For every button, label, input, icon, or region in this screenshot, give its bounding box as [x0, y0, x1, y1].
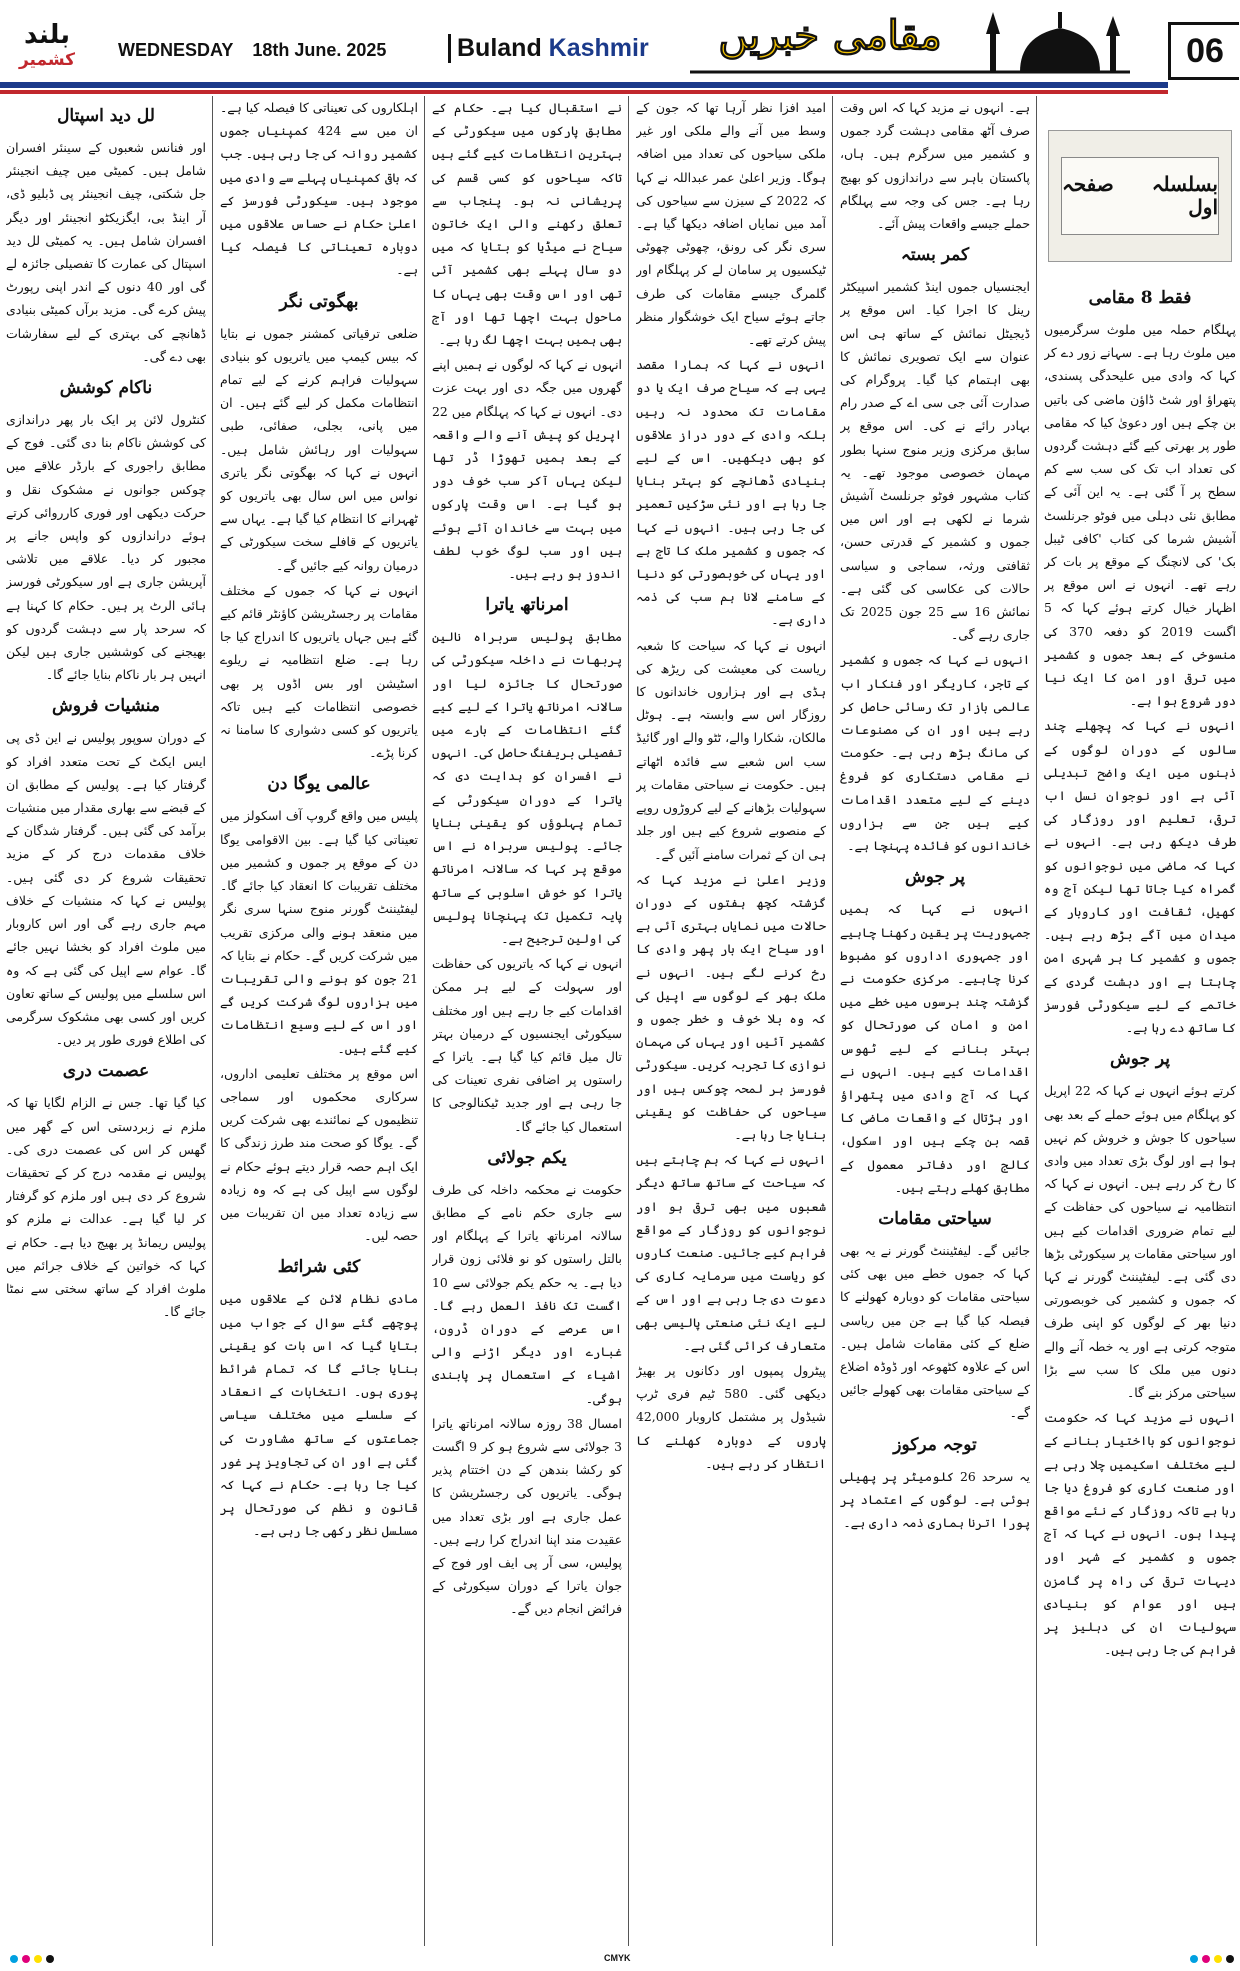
- headline: لل دید اسپتال: [57, 106, 155, 126]
- paragraph: اہلکاروں کی تعیناتی کا فیصلہ کیا ہے۔ ان میں سے 424 کمپنیاں جموں کشمیر روانہ کی جا رہی ہیں۔ جب کہ باقی کمپنیاں پہلے سے وادی میں موجود ہیں۔ سیکورٹی فورسز کے اعلیٰ حکام نے حساس علاقوں میں دوبارہ تعیناتی کا فیصلہ کیا ہے۔: [220, 100, 418, 278]
- registration-mark-icon: [1190, 1955, 1198, 1963]
- headline: کئی شرائط: [277, 1257, 361, 1278]
- paragraph: کنٹرول لائن پر ایک بار پھر دراندازی کی کوشش ناکام بنا دی گئی۔ فوج کے مطابق راجوری کے بارڈر علاقے میں چوکس جوانوں نے مشکوک نقل و حرکت دیکھی اور فوری کارروائی کرتے ہوئے دراندازوں کو واپس جانے پر مجبور کر دیا۔ علاقے میں تلاشی آپریشن جاری ہے اور سیکورٹی فورسز ہائی الرٹ پر ہیں۔ حکام کا کہنا ہے کہ سرحد پار سے دہشت گردوں کو بھیجنے کی کوششیں جاری ہیں لیکن انہیں ہر بار ناکام بنایا جائے گا۔: [6, 412, 206, 683]
- paragraph: انہوں نے کہا کہ ہم چاہتے ہیں کہ سیاحت کے ساتھ ساتھ دیگر شعبوں میں بھی ترقی ہو اور نوجوانوں کو روزگار کے مواقع فراہم کیے جائیں۔ صنعت کاروں کو ریاست میں سرمایہ کاری کی دعوت دی جا رہی ہے اور اس کے لیے ایک نئی صنعتی پالیسی بھی متعارف کرائی گئی ہے۔: [636, 1152, 826, 1353]
- headline: یکم جولائی: [487, 1147, 567, 1168]
- continued-box: [1048, 130, 1232, 262]
- column-5: [220, 96, 418, 1946]
- page-number: 06: [1168, 22, 1239, 80]
- newspaper-logo: [8, 20, 86, 76]
- paragraph: حکومت نے محکمہ داخلہ کی طرف سے جاری حکم نامے کے مطابق سالانہ امرناتھ یاترا کے پہلگام اور بالتل راستوں کو نو فلائی زون قرار دیا ہے۔ یہ حکم یکم جولائی سے 10 اگست تک نافذ العمل رہے گا۔ اس عرصے کے دوران ڈرون، غبارے اور دیگر اڑنے والی اشیاء کے استعمال پر پابندی ہوگی۔: [432, 1181, 622, 1406]
- brand-word2: Kashmir: [548, 34, 649, 62]
- paragraph: انہوں نے کہا کہ سیاحت کا شعبہ ریاست کی معیشت کی ریڑھ کی ہڈی ہے اور ہزاروں خاندانوں کا روزگار اس سے وابستہ ہے۔ ہوٹل مالکان، شکارا والے، ٹٹو والے اور گائیڈ سب اس شعبے سے فائدہ اٹھاتے ہیں۔ حکومت نے سیاحتی مقامات پر سہولیات بڑھانے کے لیے کروڑوں روپے کے منصوبے شروع کیے ہیں اور جلد ہی ان کے ثمرات سامنے آئیں گے۔: [636, 637, 826, 862]
- paragraph: یہ سرحد 26 کلومیٹر پر پھیلی ہوئی ہے۔ لوگوں کے اعتماد پر پورا اترنا ہماری ذمہ داری ہے۔: [840, 1468, 1030, 1530]
- paragraph: انہوں نے کہا کہ لوگوں نے ہمیں اپنے گھروں میں جگہ دی اور بہت عزت دی۔ انہوں نے کہا کہ پہلگام میں 22 اپریل کو پیش آنے والے واقعہ کے بعد ہمیں تھوڑا ڈر تھا لیکن یہاں آکر سب خوف دور ہو گیا ہے۔ اس وقت پارکوں میں بہت سے خاندان آئے ہوئے ہیں اور سب لوگ خوب لطف اندوز ہو رہے ہیں۔: [432, 357, 622, 582]
- registration-mark-icon: [1226, 1955, 1234, 1963]
- logo-line2: کشمیر: [18, 50, 76, 70]
- paragraph: اور فنانس شعبوں کے سینئر افسران شامل ہیں۔ کمیٹی میں چیف انجینئر جل شکتی، چیف انجینئر پی ڈبلیو ڈی، آر اینڈ بی، ایگزیکٹو انجینئر اور دیگر افسران شامل ہیں۔ یہ کمیٹی لل دید اسپتال کی عمارت کا تفصیلی جائزہ لے گی اور 40 دنوں کے اندر اپنی رپورٹ پیش کرے گی۔ مزید برآں کمیٹی بنیادی ڈھانچے کی بہتری کے لیے سفارشات بھی دے گی۔: [6, 140, 206, 364]
- headline: ناکام کوشش: [59, 378, 153, 399]
- paragraph: انہوں نے کہا کہ پچھلے چند سالوں کے دوران لوگوں کے ذہنوں میں ایک واضح تبدیلی آئی ہے اور نوجوان نسل اب ترقی، تعلیم اور روزگار کی طرف دیکھ رہی ہے۔ انہوں نے کہا کہ ماضی میں نوجوانوں کو گمراہ کیا جاتا تھا لیکن آج وہ کھیل، ثقافت اور کاروبار کے میدان میں آگے بڑھ رہے ہیں۔ جموں و کشمیر کا ہر شہری امن چاہتا ہے اور دہشت گردی کے خاتمے کے لیے سیکورٹی فورسز کا ساتھ دے رہا ہے۔: [1044, 718, 1236, 1036]
- paragraph: پیٹرول پمپوں اور دکانوں پر بھیڑ دیکھی گئی۔ 580 ٹیم فری ٹرپ شیڈول پر مشتمل کاروبار 42,000 پاروں کے دوبارہ کھلنے کا انتظار کر رہے ہیں۔: [636, 1362, 826, 1471]
- paragraph: مطابق پولیس سربراہ نالین پربھات نے داخلہ سیکورٹی کی صورتحال کا جائزہ لیا اور سالانہ امرناتھ یاترا کے لیے کیے گئے انتظامات کے بارے میں تفصیلی بریفنگ حاصل کی۔ انہوں نے افسران کو ہدایت دی کہ یاترا کے دوران سیکورٹی کے تمام پہلوؤں کو یقینی بنایا جائے۔ پولیس سربراہ نے اس موقع پر کہا کہ سالانہ امرناتھ یاترا کو خوش اسلوبی کے ساتھ پایہ تکمیل تک پہنچانا پولیس کی اولین ترجیح ہے۔: [432, 629, 622, 946]
- registration-mark-icon: [34, 1955, 42, 1963]
- paragraph: کرتے ہوئے انہوں نے کہا کہ 22 اپریل کو پہلگام میں ہوئے حملے کے بعد بھی سیاحوں کا جوش و خروش کم نہیں ہوا ہے اور لوگ بڑی تعداد میں وادی کا رخ کر رہے ہیں۔ انہوں نے کہا کہ انتظامیہ نے سیاحوں کی حفاظت کے لیے تمام ضروری اقدامات کیے ہیں اور سیاحتی مقامات پر سیکورٹی بڑھا دی گئی ہے۔ لیفٹیننٹ گورنر نے کہا کہ جموں و کشمیر کی خوبصورتی دنیا بھر کے لوگوں کو اپنی طرف متوجہ کرتی ہے اور یہ خطہ آنے والے دنوں میں ملک کا سب سے بڑا سیاحتی مرکز بنے گا۔: [1044, 1083, 1236, 1400]
- header-rule: [0, 82, 1168, 94]
- paragraph: پہلگام حملہ میں ملوث سرگرمیوں میں ملوث رہا ہے۔ سہانے زور دے کر کہا کہ وادی میں علیحدگی پسندی، پتھراؤ اور شٹ ڈاؤن ماضی کی باتیں بن چکے ہیں اور دعویٰ کیا کہ مقامی طور پر بھرتی کیے گئے دہشت گردوں کی تعداد اب تک کی سب سے کم سطح پر آ گئی ہے۔ یہ این آئی کے مطابق نئی دہلی میں فوٹو جرنلسٹ آشیش شرما کی کتاب 'کافی ٹیبل بک' کی لانچنگ کے موقع پر بات کر رہے تھے۔ انہوں نے اس موقع پر اظہار خیال کرتے ہوئے کہا کہ 5 اگست 2019 کو دفعہ 370 کی منسوخی کے بعد جموں و کشمیر میں ترقی اور امن کا ایک نیا دور شروع ہوا ہے۔: [1044, 322, 1236, 709]
- headline: بھگوتی نگر: [279, 291, 359, 312]
- paragraph: انہوں نے مزید کہا کہ حکومت نوجوانوں کو بااختیار بنانے کے لیے مختلف اسکیمیں چلا رہی ہے اور صنعت کاری کو فروغ دیا جا رہا ہے تاکہ روزگار کے نئے مواقع پیدا ہوں۔ انہوں نے کہا کہ آج جموں و کشمیر کے شہر اور دیہات ترقی کی راہ پر گامزن ہیں اور عوام کو بنیادی سہولیات ان کی دہلیز پر فراہم کی جا رہی ہیں۔: [1044, 1410, 1236, 1658]
- continued-title: بسلسلہ صفحہ اول: [1061, 157, 1219, 235]
- headline: منشیات فروش: [51, 696, 161, 717]
- masthead: [0, 0, 1240, 84]
- brand-name: [448, 34, 649, 63]
- headline: امرناتھ یاترا: [485, 595, 569, 616]
- paragraph: کے دوران سوپور پولیس نے این ڈی پی ایس ایکٹ کے تحت متعدد افراد کو گرفتار کیا ہے۔ پولیس کے مطابق ان کے قبضے سے بھاری مقدار میں منشیات برآمد کی گئی ہیں۔ گرفتار شدگان کے خلاف مقدمات درج کر کے مزید تحقیقات شروع کر دی گئی ہیں۔ پولیس نے کہا کہ منشیات کے خلاف مہم جاری رہے گی اور اس کاروبار میں ملوث افراد کو بخشا نہیں جائے گا۔ عوام سے اپیل کی گئی ہے کہ وہ اس سلسلے میں پولیس کے ساتھ تعاون کریں اور کسی بھی مشکوک سرگرمی کی اطلاع فوری طور پر دیں۔: [6, 730, 206, 1048]
- brand-word1: Buland: [457, 34, 542, 62]
- paragraph: انہوں نے کہا کہ جموں کے مختلف مقامات پر رجسٹریشن کاؤنٹر قائم کیے گئے ہیں جہاں یاتریوں کا اندراج کیا جا رہا ہے۔ ضلع انتظامیہ نے ریلوے اسٹیشن اور بس اڈوں پر بھی خصوصی انتظامات کیے ہیں تاکہ یاتریوں کو کسی دشواری کا سامنا نہ کرنا پڑے۔: [220, 582, 418, 761]
- paragraph: ایجنسیاں جموں اینڈ کشمیر اسپیکٹر رینل کا اجرا کیا۔ اس موقع پر ڈیجیٹل نمائش کے ساتھ ہی اس عنوان سے ایک تصویری نمائش کا بھی اہتمام کیا گیا۔ پروگرام کی صدارت آئی جی سی اے کے صدر رام بہادر رائے نے کی۔ اس موقع پر سابق مرکزی وزیر منوج سنہا بطور مہمان خصوصی موجود تھے۔ یہ کتاب مشہور فوٹو جرنلسٹ آشیش شرما نے لکھی ہے اور اس میں جموں و کشمیر کے قدرتی حسن، ثقافتی ورثہ، سماجی و سیاسی حالات کی عکاسی کی گئی ہے۔ نمائش 16 سے 25 جون 2025 تک جاری رہے گی۔: [840, 279, 1030, 643]
- registration-mark-icon: [10, 1955, 18, 1963]
- logo-line1: بلند: [23, 20, 70, 50]
- paragraph: ضلعی ترقیاتی کمشنر جموں نے بتایا کہ بیس کیمپ میں یاتریوں کو بنیادی سہولیات فراہم کرنے کے لیے تمام انتظامات مکمل کر لیے گئے ہیں۔ ان میں پانی، بجلی، صفائی، طبی سہولیات اور رہائش شامل ہیں۔ انہوں نے کہا کہ بھگوتی نگر یاتری نواس میں اس سال بھی یاتریوں کو ٹھہرانے کا انتظام کیا گیا ہے۔ یہاں سے یاتریوں کے قافلے سخت سیکورٹی کے درمیان روانہ کیے جائیں گے۔: [220, 325, 418, 573]
- paragraph: اس موقع پر مختلف تعلیمی اداروں، سرکاری محکموں اور سماجی تنظیموں کے نمائندے بھی شرکت کریں گے۔ یوگا کو صحت مند طرز زندگی کا ایک اہم حصہ قرار دیتے ہوئے حکام نے لوگوں سے اپیل کی ہے کہ وہ زیادہ سے زیادہ تعداد میں ان تقریبات میں حصہ لیں۔: [220, 1065, 418, 1244]
- paragraph: انہوں نے کہا کہ ہمارا مقصد یہی ہے کہ سیاح صرف ایک یا دو مقامات تک محدود نہ رہیں بلکہ وادی کے دور دراز علاقوں کو بھی دیکھیں۔ اس کے لیے بنیادی ڈھانچے کو بہتر بنایا جا رہا ہے اور نئی سڑکیں تعمیر کی جا رہی ہیں۔ انہوں نے کہا کہ جموں و کشمیر ملک کا تاج ہے اور یہاں کی خوبصورتی کو دنیا کے سامنے لانا ہم سب کی ذمہ داری ہے۔: [636, 357, 826, 628]
- column-6: [6, 96, 206, 1946]
- column-2: [840, 96, 1030, 1946]
- day-label: WEDNESDAY: [118, 40, 234, 60]
- paragraph: مادی نظام لائن کے علاقوں میں پوچھے گئے سوال کے جواب میں بتایا گیا کہ اس بات کو یقینی بنایا جائے گا کہ تمام شرائط پوری ہوں۔ انتخابات کے انعقاد کے سلسلے میں مختلف سیاسی جماعتوں کے ساتھ مشاورت کی گئی ہے اور ان کی تجاویز پر غور کیا جا رہا ہے۔ حکام نے کہا کہ قانون و نظم کی صورتحال پر مسلسل نظر رکھی جا رہی ہے۔: [220, 1291, 418, 1539]
- column-1: [1044, 96, 1236, 1946]
- paragraph: وزیر اعلیٰ نے مزید کہا کہ گزشتہ کچھ ہفتوں کے دوران حالات میں نمایاں بہتری آئی ہے اور سیاح ایک بار پھر وادی کا رخ کرنے لگے ہیں۔ انہوں نے ملک بھر کے لوگوں سے اپیل کی کہ وہ بلا خوف و خطر جموں و کشمیر آئیں اور یہاں کی مہمان نوازی کا تجربہ کریں۔ سیکورٹی فورسز ہر لمحہ چوکس ہیں اور سیاحوں کی حفاظت کو یقینی بنایا جا رہا ہے۔: [636, 871, 826, 1142]
- headline: پر جوش: [1109, 1049, 1171, 1070]
- paragraph: انہوں نے کہا کہ ہمیں جمہوریت پر یقین رکھنا چاہیے اور جمہوری اداروں کو مضبوط کرنا چاہیے۔ مرکزی حکومت نے گزشتہ چند برسوں میں خطے میں امن و امان کی صورتحال کو بہتر بنانے کے لیے ٹھوس اقدامات کیے ہیں۔ انہوں نے کہا کہ آج وادی میں پتھراؤ اور ہڑتال کے واقعات ماضی کا قصہ بن چکے ہیں اور اسکول، کالج اور دفاتر معمول کے مطابق کھلے رہتے ہیں۔: [840, 901, 1030, 1195]
- registration-mark-icon: [22, 1955, 30, 1963]
- paragraph: امید افزا نظر آرہا تھا کہ جون کے وسط میں آنے والے ملکی اور غیر ملکی سیاحوں کی تعداد میں اضافہ ہوگا۔ وزیر اعلیٰ عمر عبداللہ نے کہا کہ 2022 کے سیزن سے سیاحوں کی آمد میں نمایاں اضافہ دیکھا گیا ہے۔ سری نگر کی رونق، چھوٹی چھوٹی ٹیکسیوں پر سامان لے کر پہلگام اور گلمرگ جیسے مقامات کی طرف جاتے ہوئے سیاح ایک خوشگوار منظر پیش کرتے تھے۔: [636, 100, 826, 348]
- headline: توجہ مرکوز: [893, 1434, 977, 1455]
- column-4: [432, 96, 622, 1946]
- headline: عصمت دری: [62, 1061, 150, 1082]
- registration-mark-icon: [46, 1955, 54, 1963]
- paragraph: نے استقبال کیا ہے۔ حکام کے مطابق پارکوں میں سیکورٹی کے بہترین انتظامات کیے گئے ہیں تاکہ سیاحوں کو کسی قسم کی پریشانی نہ ہو۔ پنجاب سے تعلق رکھنے والی ایک خاتون سیاح نے میڈیا کو بتایا کہ میں دو سال پہلے بھی کشمیر آئی تھی اور اس وقت بھی یہاں کا ماحول بہت اچھا تھا اور آج بھی ہمیں بہت اچھا لگ رہا ہے۔: [432, 100, 622, 348]
- section-title: مقامی خبریں: [718, 12, 942, 59]
- column-3: [636, 96, 826, 1946]
- paragraph: امسال 38 روزہ سالانہ امرناتھ یاترا 3 جولائی سے شروع ہو کر 9 اگست کو رکشا بندھن کے دن اختتام پذیر ہوگی۔ یاتریوں کی رجسٹریشن کا عمل جاری ہے اور بڑی تعداد میں عقیدت مند اپنا اندراج کرا رہے ہیں۔ پولیس، سی آر پی ایف اور فوج کے جوان یاترا کے دوران سیکورٹی کے فرائض انجام دیں گے۔: [432, 1415, 622, 1617]
- cmyk-label: CMYK: [604, 1953, 631, 1963]
- headline: پر جوش: [904, 867, 966, 888]
- paragraph: انہوں نے کہا کہ یاتریوں کی حفاظت اور سہولت کے لیے ہر ممکن اقدامات کیے جا رہے ہیں اور مختلف سیکورٹی ایجنسیوں کے درمیان بہتر تال میل قائم کیا گیا ہے۔ یاترا کے راستوں پر اضافی نفری تعینات کی جا رہی ہے اور جدید ٹیکنالوجی کا استعمال کیا جائے گا۔: [432, 956, 622, 1134]
- registration-mark-icon: [1202, 1955, 1210, 1963]
- date-label: 18th June. 2025: [252, 40, 387, 60]
- article-columns: [0, 96, 1240, 1946]
- paragraph: پلیس میں واقع گروپ آف اسکولز میں تعیناتی کیا گیا ہے۔ بین الاقوامی یوگا دن کے موقع پر جموں و کشمیر میں مختلف تقریبات کا انعقاد کیا جائے گا۔ لیفٹیننٹ گورنر منوج سنہا سری نگر میں منعقد ہونے والی مرکزی تقریب میں شرکت کریں گے۔ حکام نے بتایا کہ 21 جون کو ہونے والی تقریبات میں ہزاروں لوگ شرکت کریں گے اور اس کے لیے وسیع انتظامات کیے گئے ہیں۔: [220, 808, 418, 1056]
- paragraph: جائیں گے۔ لیفٹیننٹ گورنر نے یہ بھی کہا کہ جموں خطے میں بھی کئی سیاحتی مقامات کو دوبارہ کھولنے کا فیصلہ کیا گیا ہے جن میں ریاسی ضلع کے کئی مقامات شامل ہیں۔ اس کے علاوہ کٹھوعہ اور ڈوڈہ اضلاع کے سیاحتی مقامات بھی کھولے جائیں گے۔: [840, 1242, 1030, 1421]
- paragraph: کیا گیا تھا۔ جس نے الزام لگایا تھا کہ ملزم نے زبردستی اس کے گھر میں گھس کر اس کی عصمت دری کی۔ پولیس نے مقدمہ درج کر کے تحقیقات شروع کر دی ہیں اور ملزم کو گرفتار کر لیا گیا ہے۔ عدالت نے ملزم کو پولیس ریمانڈ پر بھیج دیا ہے۔ حکام نے کہا کہ خواتین کے خلاف جرائم میں ملوث افراد کے ساتھ سختی سے نمٹا جائے گا۔: [6, 1095, 206, 1320]
- paragraph: انہوں نے کہا کہ جموں و کشمیر کے تاجر، کاریگر اور فنکار اب عالمی بازار تک رسائی حاصل کر رہے ہیں اور ان کی مصنوعات کی مانگ بڑھ رہی ہے۔ حکومت نے مقامی دستکاری کو فروغ دینے کے لیے متعدد اقدامات کیے ہیں جن سے ہزاروں خاندانوں کو فائدہ پہنچا ہے۔: [840, 652, 1030, 854]
- registration-mark-icon: [1214, 1955, 1222, 1963]
- paragraph: ہے۔ انہوں نے مزید کہا کہ اس وقت صرف آٹھ مقامی دہشت گرد جموں و کشمیر میں سرگرم ہیں۔ ہاں، پاکستان باہر سے دراندازوں کو بھیج رہا ہے۔ جس کی وجہ سے پہلگام حملے جیسے واقعات پیش آئے۔: [840, 100, 1030, 232]
- headline: عالمی یوگا دن: [267, 774, 371, 795]
- dateline: [118, 40, 400, 61]
- headline: فقط 8 مقامی: [1088, 288, 1192, 308]
- headline: کمر بستہ: [900, 245, 970, 266]
- headline: سیاحتی مقامات: [878, 1208, 992, 1229]
